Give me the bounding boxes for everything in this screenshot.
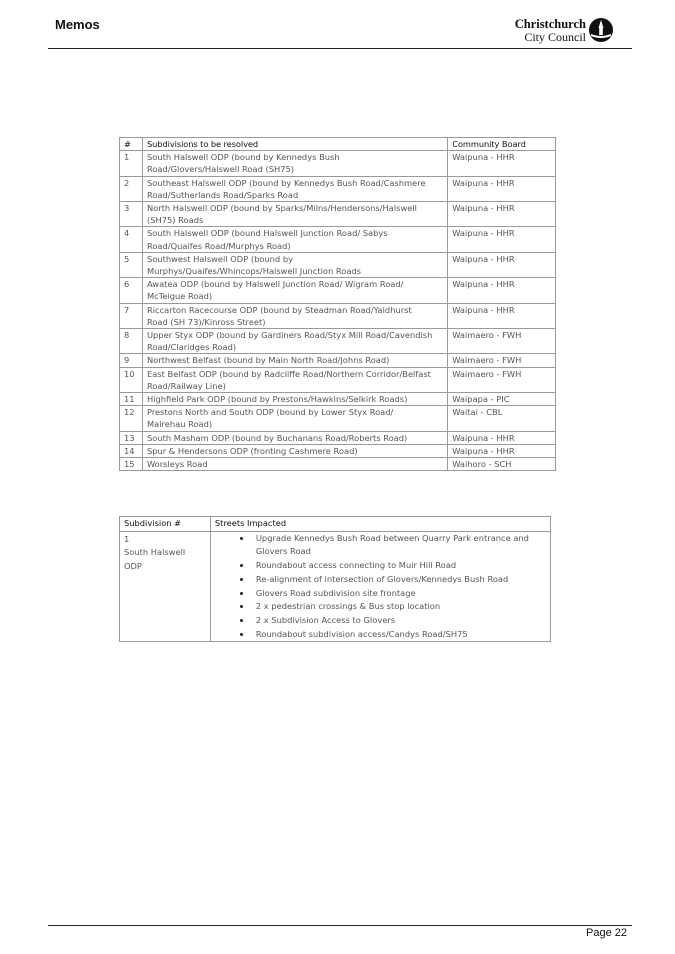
row-number: 6 [120,278,143,303]
description-line: Highfield Park ODP (bound by Prestons/Hawkins/Selkirk Roads) [146,394,408,405]
community-board: Waipuna - HHR [448,431,556,444]
community-board: Waipuna - HHR [448,176,556,201]
row-number: 13 [120,431,143,444]
subdivision-name-line: ODP [124,561,142,572]
description-line: Mairehau Road) [146,419,213,430]
description-line: Southeast Halswell ODP (bound by Kennedys Bush Road/Cashmere [146,177,426,188]
community-board: Waipuna - HHR [448,278,556,303]
description-line: Riccarton Racecourse ODP (bound by Steadman Road/Yaldhurst [146,304,412,315]
community-board: Waimaero - FWH [448,329,556,354]
description-line: Spur & Hendersons ODP (fronting Cashmere Road) [146,445,358,456]
street-item-line: • Roundabout subdivision access/Candys Road/SH75 [255,628,468,639]
community-board: Waipuna - HHR [448,444,556,457]
table-row [120,252,556,277]
description-line: Road/Glovers/Halswell Road (SH75) [146,164,295,175]
streets-list [215,532,546,642]
description-line: South Halswell ODP (bound Halswell Junction Road/ Sabys [146,228,388,239]
community-board: Waipuna - HHR [448,252,556,277]
description-line: South Halswell ODP (bound by Kennedys Bush [146,152,340,163]
street-item [252,559,546,573]
column-header-community-board: Community Board [448,138,556,151]
row-number: 9 [120,354,143,367]
table-row [120,329,556,354]
row-number: 7 [120,303,143,328]
page-number: Page 22 [586,927,627,939]
description-line: Road/Quaifes Road/Murphys Road) [146,240,291,251]
description-line: East Belfast ODP (bound by Radcliffe Road/Northern Corridor/Belfast [146,368,431,379]
streets-cell [210,531,550,642]
street-item-line: • Roundabout access connecting to Muir Hill Road [255,560,457,571]
subdivision-cell [120,531,211,642]
description-line: Northwest Belfast (bound by Main North Road/Johns Road) [146,355,390,366]
logo-line-1: Christchurch [514,17,586,31]
table-row [120,278,556,303]
description-line: North Halswell ODP (bound by Sparks/Milns/Hendersons/Halswell [146,203,417,214]
community-board: Waipapa - PIC [448,393,556,406]
row-number: 12 [120,406,143,431]
subdivision-description [142,406,447,431]
street-item-line: • Upgrade Kennedys Bush Road between Quarry Park entrance and [255,532,529,543]
cathedral-logo-icon [588,17,614,43]
community-board: Waitai - CBL [448,406,556,431]
table-row [120,202,556,227]
row-number: 3 [120,202,143,227]
description-line: (SH75) Roads [146,215,204,226]
row-number: 2 [120,176,143,201]
table-row [120,303,556,328]
community-board: Waimaero - FWH [448,367,556,392]
footer-divider [48,925,632,926]
table-row [120,531,551,642]
subdivision-description [142,393,447,406]
row-number: 1 [120,151,143,176]
description-line: Prestons North and South ODP (bound by Lower Styx Road/ [146,407,394,418]
street-item [252,573,546,587]
column-header-number: # [120,138,143,151]
community-board: Waipuna - HHR [448,151,556,176]
subdivision-description [142,252,447,277]
description-line: Murphys/Quaifes/Whincops/Halswell Junction Roads [146,266,362,277]
community-board: Waipuna - HHR [448,227,556,252]
street-item [252,587,546,601]
community-board: Waipuna - HHR [448,202,556,227]
description-line: Worsleys Road [146,459,208,470]
column-header-subdivision: Subdivisions to be resolved [142,138,447,151]
subdivision-description [142,151,447,176]
table-row [120,458,556,471]
subdivision-description [142,458,447,471]
description-line: Road/Railway Line) [146,380,226,391]
subdivision-name-line: South Halswell [124,547,186,558]
row-number: 4 [120,227,143,252]
column-header-streets-impacted: Streets Impacted [210,517,550,532]
table-header-row [120,517,551,532]
table-row [120,151,556,176]
street-item [252,614,546,628]
subdivision-description [142,431,447,444]
subdivision-number: 1 [124,533,130,544]
subdivision-description [142,176,447,201]
community-board: Waihoro - SCH [448,458,556,471]
subdivision-description [142,227,447,252]
row-number: 11 [120,393,143,406]
subdivision-description [142,303,447,328]
table-row [120,354,556,367]
table-header-row [120,138,556,151]
row-number: 8 [120,329,143,354]
subdivision-description [142,329,447,354]
street-item-line: • 2 x pedestrian crossings & Bus stop location [255,601,441,612]
street-item-line: • Glovers Road subdivision site frontage [255,587,416,598]
table-row [120,367,556,392]
street-item [252,532,546,559]
community-board: Waipuna - HHR [448,303,556,328]
table-row [120,176,556,201]
description-line: McTeigue Road) [146,291,213,302]
table-row [120,393,556,406]
table-row [120,227,556,252]
description-line: South Masham ODP (bound by Buchanans Road/Roberts Road) [146,432,408,443]
table-row [120,406,556,431]
row-number: 5 [120,252,143,277]
table-row [120,431,556,444]
description-line: Upper Styx ODP (bound by Gardiners Road/Styx Mill Road/Cavendish [146,330,433,341]
subdivisions-table [119,137,556,471]
subdivision-description [142,354,447,367]
row-number: 10 [120,367,143,392]
table-row [120,444,556,457]
subdivision-description [142,367,447,392]
council-logo [500,14,620,44]
subdivision-description [142,202,447,227]
description-line: Road (SH 73)/Kinross Street) [146,316,266,327]
street-item-line: • Re-alignment of intersection of Glovers/Kennedys Bush Road [255,573,509,584]
subdivision-description [142,444,447,457]
description-line: Road/Claridges Road) [146,342,237,353]
street-item-line: Glovers Road [255,546,311,557]
column-header-subdivision-number: Subdivision # [120,517,211,532]
streets-impacted-table [119,516,551,642]
page-header-title: Memos [55,17,100,32]
description-line: Southwest Halswell ODP (bound by [146,253,294,264]
street-item [252,628,546,642]
description-line: Awatea ODP (bound by Halswell Junction Road/ Wigram Road/ [146,279,404,290]
logo-line-2: City Council [524,30,586,44]
subdivision-description [142,278,447,303]
row-number: 14 [120,444,143,457]
row-number: 15 [120,458,143,471]
street-item-line: • 2 x Subdivision Access to Glovers [255,614,396,625]
street-item [252,600,546,614]
description-line: Road/Sutherlands Road/Sparks Road [146,189,299,200]
community-board: Waimaero - FWH [448,354,556,367]
header-divider [48,48,632,49]
